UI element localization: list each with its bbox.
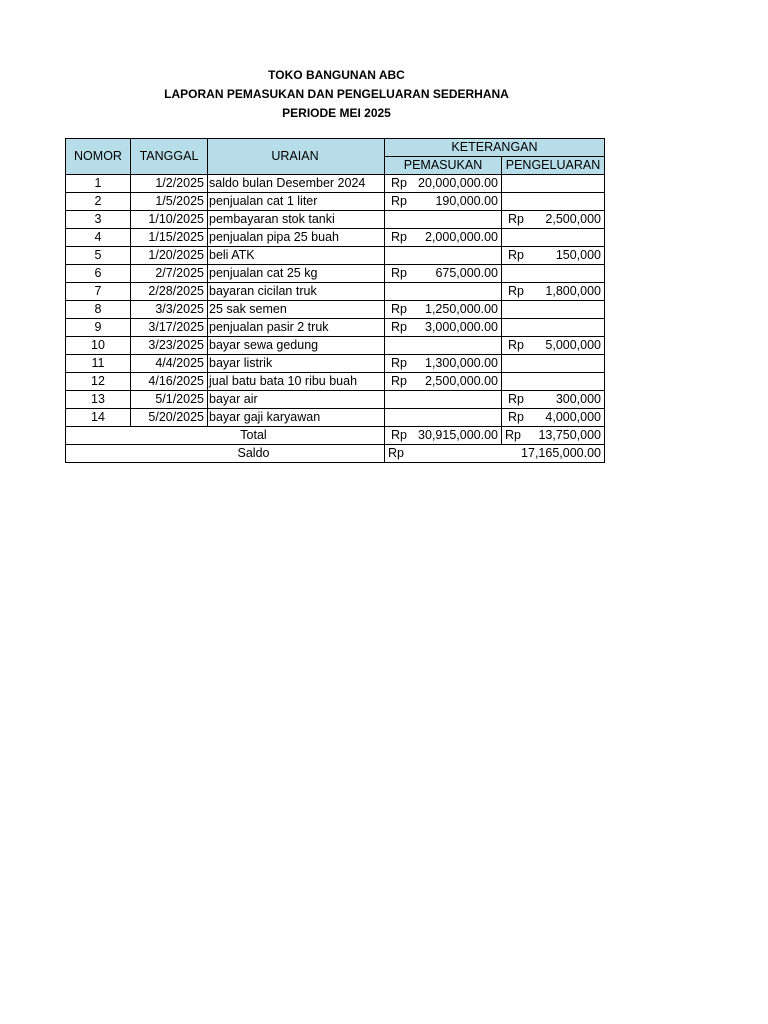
- table-row: [66, 301, 605, 319]
- row-pengeluaran: [502, 247, 605, 265]
- row-description: 25 sak semen: [208, 301, 385, 319]
- saldo-value: 17,165,000.00: [502, 445, 605, 463]
- header-tanggal: TANGGAL: [131, 139, 208, 175]
- row-pengeluaran: [502, 211, 605, 229]
- row-pengeluaran: [502, 409, 605, 427]
- total-row: [66, 427, 605, 445]
- currency-label: Rp: [508, 248, 524, 262]
- row-pemasukan: [385, 391, 502, 409]
- row-pemasukan: [385, 193, 502, 211]
- row-date: 1/5/2025: [131, 193, 208, 211]
- row-date: 5/20/2025: [131, 409, 208, 427]
- row-pengeluaran: [502, 301, 605, 319]
- header-keterangan: KETERANGAN: [385, 139, 605, 157]
- table-row: [66, 193, 605, 211]
- table-row: [66, 247, 605, 265]
- row-pemasukan-value: 1,250,000.00: [425, 302, 498, 316]
- currency-label: Rp: [391, 356, 407, 370]
- row-pemasukan: [385, 265, 502, 283]
- row-pengeluaran-value: 1,800,000: [545, 284, 601, 298]
- table-row: [66, 265, 605, 283]
- row-number: 4: [66, 229, 131, 247]
- row-date: 1/15/2025: [131, 229, 208, 247]
- row-number: 9: [66, 319, 131, 337]
- table-row: [66, 319, 605, 337]
- row-pengeluaran: [502, 355, 605, 373]
- table-row: [66, 211, 605, 229]
- table-row: [66, 391, 605, 409]
- currency-label: Rp: [391, 230, 407, 244]
- row-description: bayar air: [208, 391, 385, 409]
- row-description: bayar gaji karyawan: [208, 409, 385, 427]
- row-pengeluaran-value: 150,000: [555, 248, 601, 262]
- row-number: 11: [66, 355, 131, 373]
- table-row: [66, 355, 605, 373]
- total-label: Total: [66, 427, 385, 445]
- row-pemasukan: [385, 373, 502, 391]
- currency-label: Rp: [391, 374, 407, 388]
- table-row: [66, 283, 605, 301]
- row-date: 5/1/2025: [131, 391, 208, 409]
- row-pemasukan-value: 1,300,000.00: [425, 356, 498, 370]
- row-date: 1/10/2025: [131, 211, 208, 229]
- row-pemasukan-value: 2,500,000.00: [425, 374, 498, 388]
- report-title: LAPORAN PEMASUKAN DAN PENGELUARAN SEDERHANA: [164, 87, 509, 101]
- table-row: [66, 409, 605, 427]
- header-pengeluaran: PENGELUARAN: [502, 157, 605, 175]
- row-pengeluaran-value: 300,000: [555, 392, 601, 406]
- currency-label: Rp: [391, 320, 407, 334]
- row-description: penjualan cat 1 liter: [208, 193, 385, 211]
- row-pemasukan: [385, 175, 502, 193]
- period-title: PERIODE MEI 2025: [282, 106, 391, 120]
- total-pengeluaran-value: 13,750,000: [538, 428, 601, 442]
- row-number: 7: [66, 283, 131, 301]
- row-pemasukan: [385, 229, 502, 247]
- row-number: 8: [66, 301, 131, 319]
- row-description: penjualan cat 25 kg: [208, 265, 385, 283]
- currency-label: Rp: [508, 284, 524, 298]
- currency-label: Rp: [388, 446, 404, 460]
- row-description: saldo bulan Desember 2024: [208, 175, 385, 193]
- table-row: [66, 373, 605, 391]
- currency-label: Rp: [391, 302, 407, 316]
- row-number: 3: [66, 211, 131, 229]
- row-date: 1/2/2025: [131, 175, 208, 193]
- row-date: 4/4/2025: [131, 355, 208, 373]
- header-uraian: URAIAN: [208, 139, 385, 175]
- row-date: 3/17/2025: [131, 319, 208, 337]
- row-pengeluaran: [502, 175, 605, 193]
- row-date: 3/23/2025: [131, 337, 208, 355]
- row-description: jual batu bata 10 ribu buah: [208, 373, 385, 391]
- row-description: pembayaran stok tanki: [208, 211, 385, 229]
- total-pemasukan-value: 30,915,000.00: [418, 428, 498, 442]
- company-title: TOKO BANGUNAN ABC: [268, 68, 405, 82]
- currency-label: Rp: [391, 176, 407, 190]
- report-titles: [65, 66, 608, 123]
- report-rows: [66, 175, 605, 427]
- row-number: 14: [66, 409, 131, 427]
- row-date: 1/20/2025: [131, 247, 208, 265]
- row-date: 3/3/2025: [131, 301, 208, 319]
- row-description: bayar listrik: [208, 355, 385, 373]
- row-description: penjualan pipa 25 buah: [208, 229, 385, 247]
- header-pemasukan: PEMASUKAN: [385, 157, 502, 175]
- currency-label: Rp: [508, 212, 524, 226]
- row-pemasukan-value: 190,000.00: [435, 194, 498, 208]
- table-row: [66, 337, 605, 355]
- row-pengeluaran: [502, 337, 605, 355]
- row-number: 5: [66, 247, 131, 265]
- row-pengeluaran-value: 2,500,000: [545, 212, 601, 226]
- row-description: bayar sewa gedung: [208, 337, 385, 355]
- currency-label: Rp: [391, 194, 407, 208]
- currency-label: Rp: [508, 392, 524, 406]
- row-number: 6: [66, 265, 131, 283]
- row-date: 4/16/2025: [131, 373, 208, 391]
- table-row: [66, 175, 605, 193]
- currency-label: Rp: [508, 338, 524, 352]
- total-pemasukan: [385, 427, 502, 445]
- row-pemasukan: [385, 211, 502, 229]
- row-pemasukan: [385, 409, 502, 427]
- row-pemasukan: [385, 319, 502, 337]
- currency-label: Rp: [505, 428, 521, 442]
- row-pemasukan-value: 20,000,000.00: [418, 176, 498, 190]
- row-pemasukan-value: 2,000,000.00: [425, 230, 498, 244]
- row-pemasukan-value: 3,000,000.00: [425, 320, 498, 334]
- currency-label: Rp: [391, 428, 407, 442]
- row-pemasukan: [385, 301, 502, 319]
- row-pengeluaran-value: 5,000,000: [545, 338, 601, 352]
- row-date: 2/28/2025: [131, 283, 208, 301]
- row-pemasukan: [385, 355, 502, 373]
- row-pemasukan-value: 675,000.00: [435, 266, 498, 280]
- report-table: [65, 138, 605, 463]
- row-pengeluaran: [502, 283, 605, 301]
- row-pemasukan: [385, 337, 502, 355]
- row-date: 2/7/2025: [131, 265, 208, 283]
- row-pengeluaran: [502, 229, 605, 247]
- row-pengeluaran: [502, 319, 605, 337]
- row-pengeluaran: [502, 373, 605, 391]
- row-number: 13: [66, 391, 131, 409]
- row-pengeluaran: [502, 265, 605, 283]
- row-description: bayaran cicilan truk: [208, 283, 385, 301]
- header-nomor: NOMOR: [66, 139, 131, 175]
- row-pemasukan: [385, 247, 502, 265]
- row-number: 1: [66, 175, 131, 193]
- row-number: 12: [66, 373, 131, 391]
- total-pengeluaran: [502, 427, 605, 445]
- row-description: beli ATK: [208, 247, 385, 265]
- saldo-label: Saldo: [66, 445, 385, 463]
- saldo-row: [66, 445, 605, 463]
- row-number: 10: [66, 337, 131, 355]
- row-number: 2: [66, 193, 131, 211]
- currency-label: Rp: [508, 410, 524, 424]
- row-pengeluaran: [502, 391, 605, 409]
- table-row: [66, 229, 605, 247]
- row-description: penjualan pasir 2 truk: [208, 319, 385, 337]
- currency-label: Rp: [391, 266, 407, 280]
- saldo-currency-cell: [385, 445, 502, 463]
- row-pengeluaran-value: 4,000,000: [545, 410, 601, 424]
- row-pemasukan: [385, 283, 502, 301]
- row-pengeluaran: [502, 193, 605, 211]
